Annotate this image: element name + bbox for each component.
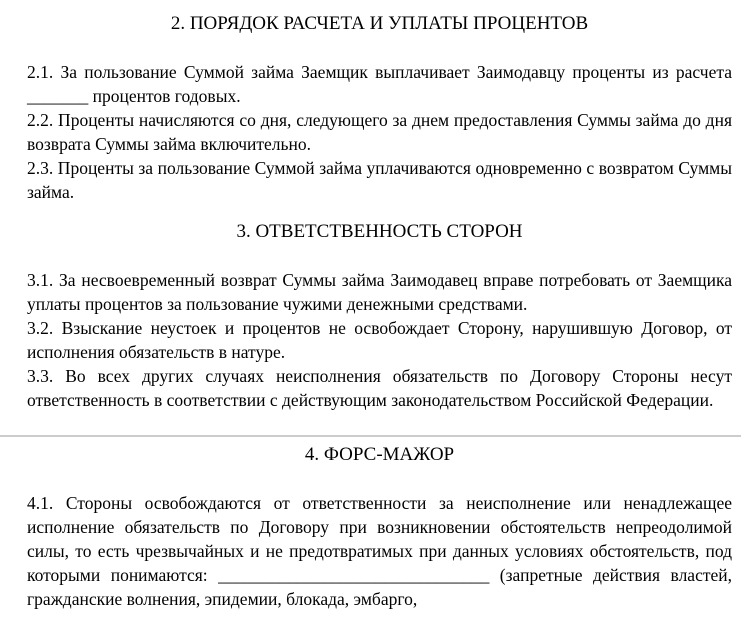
- paragraph-3-1: 3.1. За несвоевременный возврат Суммы займа Заимодавец вправе потребовать от Заемщика уплаты процентов за пользование чужими денежными средствами.: [27, 270, 732, 314]
- paragraph-2-3: 2.3. Проценты за пользование Суммой займа уплачиваются одновременно с возвратом Суммы займа.: [27, 158, 732, 202]
- section-4-heading: 4. ФОРС-МАЖОР: [304, 444, 455, 465]
- paragraph-3-2: 3.2. Взыскание неустоек и процентов не освобождает Сторону, нарушившую Договор, от исполнения обязательств в натуре.: [27, 318, 732, 362]
- paragraph-3-3: 3.3. Во всех других случаях неисполнения обязательств по Договору Стороны несут ответственность в соответствии с действующим законодательством Российской Федерации.: [27, 366, 732, 410]
- paragraph-2-2: 2.2. Проценты начисляются со дня, следующего за днем предоставления Суммы займа до дня возврата Суммы займа включительно.: [27, 110, 732, 154]
- paragraph-2-1: 2.1. За пользование Суммой займа Заемщик выплачивает Заимодавцу проценты из расчета _______ процентов годовых.: [27, 62, 732, 106]
- paragraph-4-1: 4.1. Стороны освобождаются от ответственности за неисполнение или ненадлежащее исполнение обязательств по Договору при возникновении обстоятельств непреодолимой силы, то есть чрезвычайных и не предотвратимых при данных условиях обстоятельств, под которыми понимаются: _______________________________ (запретные действия властей, гражданские волнения, эпидемии, блокада, эмбарго,: [27, 493, 732, 609]
- section-2-heading: 2. ПОРЯДОК РАСЧЕТА И УПЛАТЫ ПРОЦЕНТОВ: [170, 13, 589, 34]
- section-3-heading: 3. ОТВЕТСТВЕННОСТЬ СТОРОН: [236, 221, 523, 242]
- page-two-content: [0, 437, 741, 611]
